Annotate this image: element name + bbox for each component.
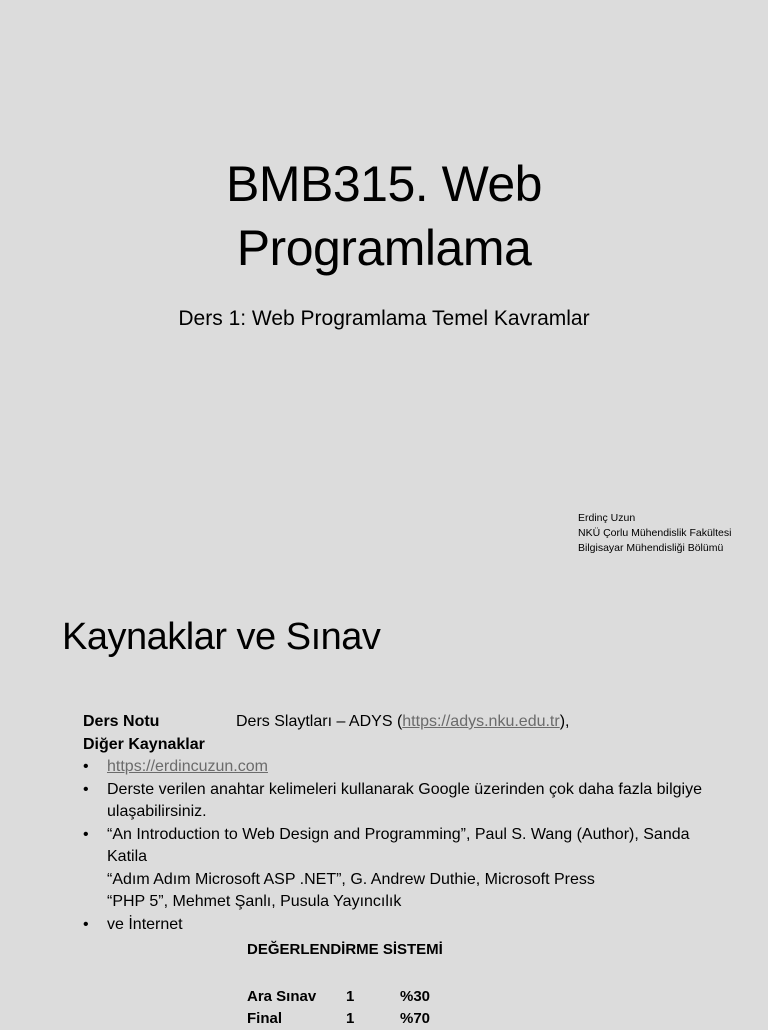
author-name: Erdinç Uzun xyxy=(578,512,636,524)
resources-list-end xyxy=(83,914,723,937)
ders-notu-suffix: ), xyxy=(559,713,570,730)
course-title-line2: Programlama xyxy=(236,220,532,276)
list-item xyxy=(83,824,723,869)
slide-resources xyxy=(0,592,768,1027)
author-faculty: NKÜ Çorlu Mühendislik Fakültesi xyxy=(578,527,732,539)
ders-notu-prefix: Ders Slaytları – ADYS ( xyxy=(236,713,403,730)
evaluation-title: DEĞERLENDİRME SİSTEMİ xyxy=(247,941,443,958)
course-title xyxy=(0,152,768,280)
author-block xyxy=(578,511,731,556)
eval-item-percent: %30 xyxy=(400,988,431,1005)
resources-content xyxy=(83,711,723,936)
google-tip-text: Derste verilen anahtar kelimeleri kullanarak Google üzerinden çok daha fazla bilgiye ulaşabilirsiniz. xyxy=(107,780,702,820)
bullet-icon: • xyxy=(83,780,89,798)
adys-link[interactable]: https://adys.nku.edu.tr xyxy=(402,713,560,730)
resources-list xyxy=(83,756,723,869)
internet-text: ve İnternet xyxy=(107,915,183,933)
diger-kaynaklar-label: Diğer Kaynaklar xyxy=(83,735,205,753)
ders-notu-row xyxy=(83,711,723,734)
book-3-text: “PHP 5”, Mehmet Şanlı, Pusula Yayıncılık xyxy=(107,893,402,910)
list-item xyxy=(83,779,723,824)
eval-item-name: Ara Sınav xyxy=(247,988,317,1005)
lecture-subtitle: Ders 1: Web Programlama Temel Kavramlar xyxy=(178,307,590,330)
ders-notu-label: Ders Notu xyxy=(83,713,160,730)
eval-item-count: 1 xyxy=(346,1010,355,1027)
book-1-text: “An Introduction to Web Design and Programming”, Paul S. Wang (Author), Sanda Katila xyxy=(107,825,690,865)
list-item xyxy=(83,756,723,779)
list-item xyxy=(83,914,723,937)
course-title-line1: BMB315. Web xyxy=(226,156,542,212)
bullet-icon: • xyxy=(83,758,89,775)
author-department: Bilgisayar Mühendisliği Bölümü xyxy=(578,542,724,554)
eval-item-name: Final xyxy=(247,1010,283,1027)
eval-item-percent: %70 xyxy=(400,1010,431,1027)
bullet-icon: • xyxy=(83,825,89,843)
ders-notu-value xyxy=(236,711,569,734)
book-2-text: “Adım Adım Microsoft ASP .NET”, G. Andrew Duthie, Microsoft Press xyxy=(107,870,595,888)
bullet-icon: • xyxy=(83,915,89,933)
resources-title: Kaynaklar ve Sınav xyxy=(62,616,381,658)
website-link[interactable]: https://erdincuzun.com xyxy=(107,758,268,775)
eval-item-count: 1 xyxy=(346,988,355,1005)
